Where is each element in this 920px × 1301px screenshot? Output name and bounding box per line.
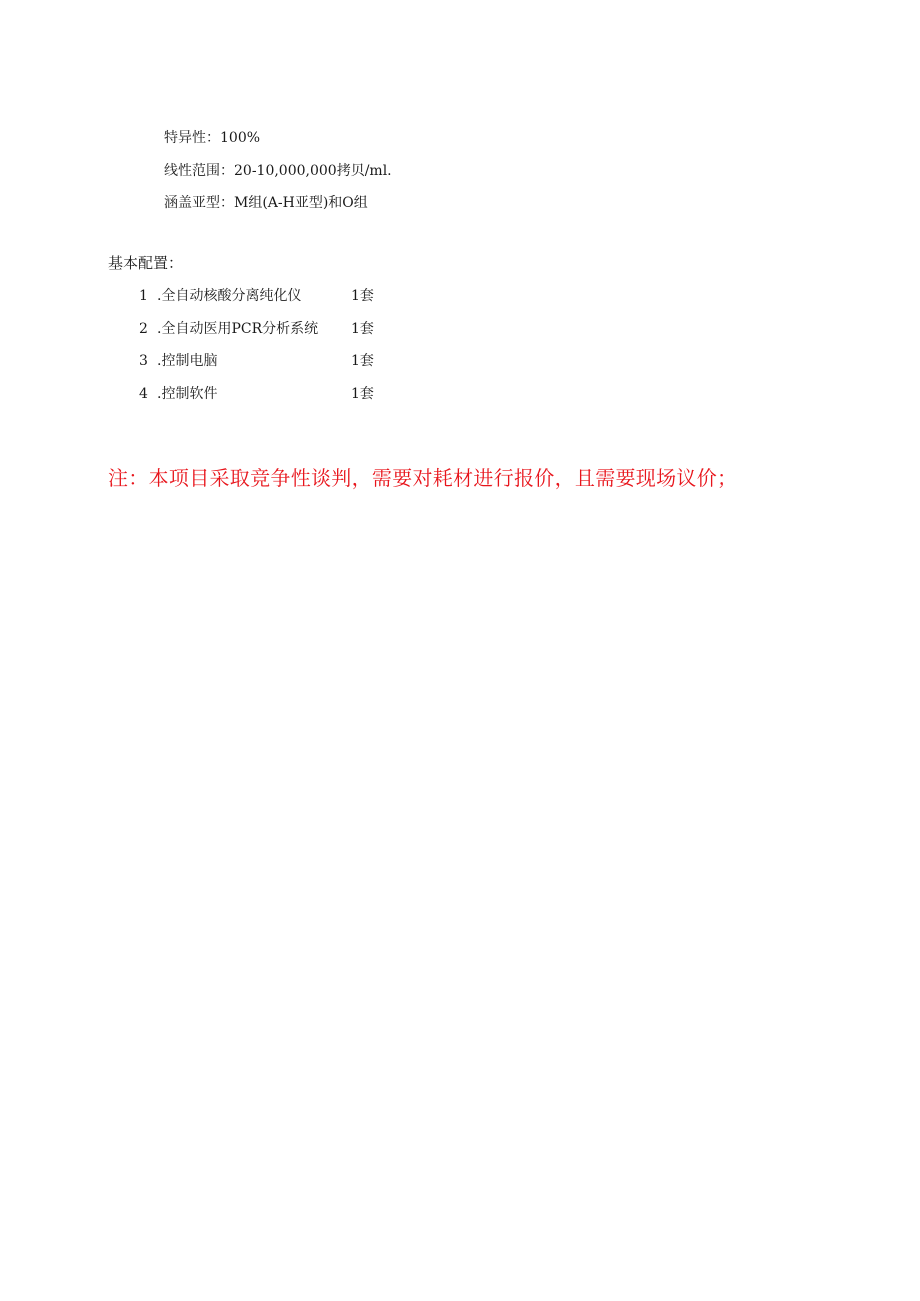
- config-item-number: 3: [139, 353, 148, 369]
- config-item-name: .控制软件: [157, 385, 218, 402]
- config-item-name: .控制电脑: [157, 353, 218, 369]
- config-list: [139, 286, 439, 416]
- config-item-quantity: 1套: [351, 353, 374, 369]
- config-item-number: 4: [139, 385, 148, 402]
- list-item: [139, 319, 439, 352]
- spec-specificity: 特异性：100%: [164, 130, 261, 146]
- spec-linear-range: 线性范围：20-10,000,000拷贝/ml.: [164, 163, 392, 179]
- list-item: [139, 384, 439, 417]
- procurement-note: 注：本项目采取竞争性谈判，需要对耗材进行报价，且需要现场议价；: [108, 466, 738, 490]
- config-item-quantity: 1套: [351, 288, 374, 304]
- config-item-number: 1: [139, 288, 148, 304]
- config-item-name: .全自动核酸分离纯化仪: [157, 288, 302, 304]
- config-item-number: 2: [139, 320, 148, 337]
- spec-subtypes: 涵盖亚型：M组(A-H亚型)和O组: [164, 195, 368, 211]
- list-item: [139, 286, 439, 319]
- config-heading: 基本配置：: [108, 254, 184, 272]
- config-item-name: .全自动医用PCR分析系统: [157, 320, 319, 337]
- list-item: [139, 351, 439, 384]
- config-item-quantity: 1套: [351, 320, 374, 337]
- config-item-quantity: 1套: [351, 385, 374, 402]
